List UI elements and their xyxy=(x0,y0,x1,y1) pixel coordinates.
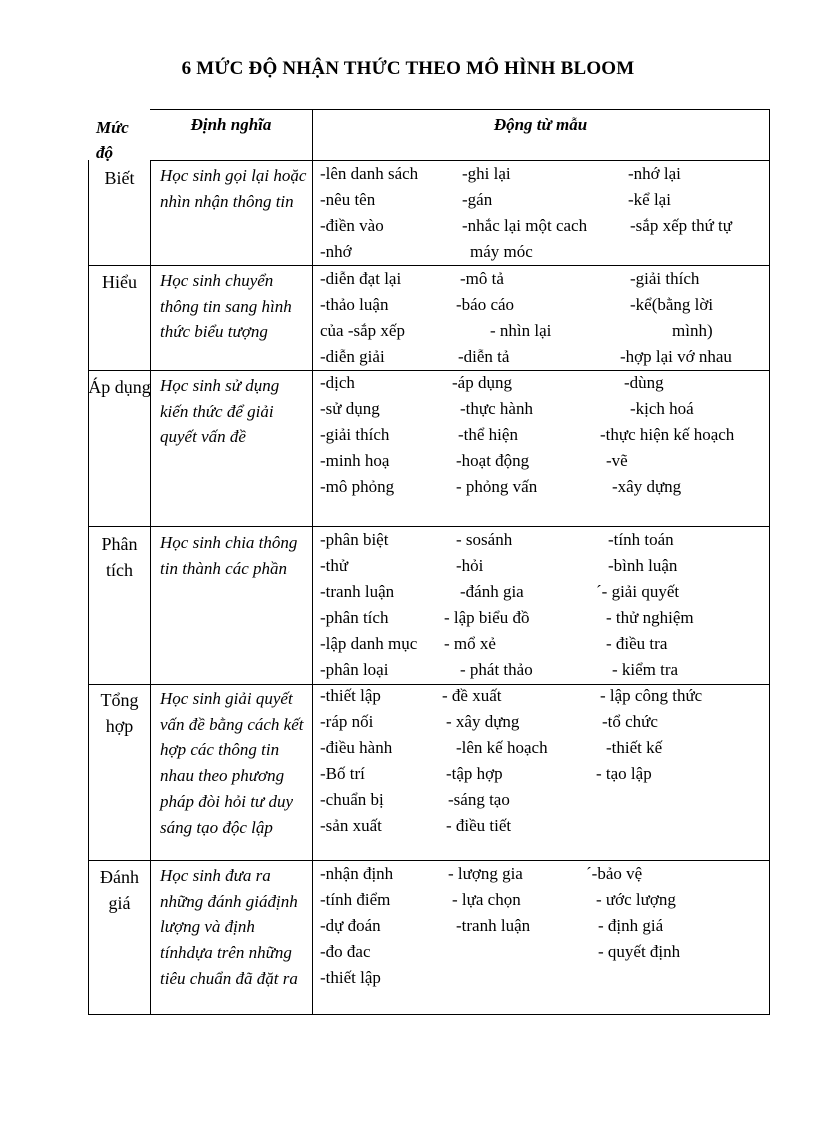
verb: - sosánh xyxy=(456,530,513,549)
verb: -giải thích xyxy=(630,269,700,288)
verb: -kịch hoá xyxy=(630,399,694,418)
verb: -tổ chức xyxy=(602,712,658,731)
verb: - lựa chọn xyxy=(452,890,521,909)
verbs-cell xyxy=(320,530,770,686)
verb: -lập danh mục xyxy=(320,634,418,653)
verb: -thảo luận xyxy=(320,295,389,314)
verb: ´-bảo vệ xyxy=(586,864,643,883)
verb: -phân loại xyxy=(320,660,389,679)
verb: -sản xuất xyxy=(320,816,382,835)
table-line xyxy=(88,526,770,527)
verb: -tính toán xyxy=(608,530,674,549)
verb: -thử xyxy=(320,556,349,575)
level-cell: Áp dụng xyxy=(88,377,151,397)
verb: của -sắp xếp xyxy=(320,321,405,340)
verb: -tính điểm xyxy=(320,890,391,909)
level-cell: Hiểu xyxy=(102,272,137,292)
page-title: 6 MỨC ĐỘ NHẬN THỨC THEO MÔ HÌNH BLOOM xyxy=(181,58,635,79)
definition-cell: Học sinh đưa ra những đánh giáđịnh lượng và định tínhdựa trên những tiêu chuẩn đã đặt ra xyxy=(160,866,298,988)
verb: -kể lại xyxy=(628,190,671,209)
verb: -sáng tạo xyxy=(448,790,510,809)
verb: -kể(bằng lời xyxy=(630,295,714,314)
verb: -nhớ xyxy=(320,242,352,261)
verb: -áp dụng xyxy=(452,373,512,392)
verb: -mô phỏng xyxy=(320,477,395,496)
verb: -tranh luận xyxy=(320,582,395,601)
verb: -bình luận xyxy=(608,556,678,575)
verb: -diễn tả xyxy=(458,347,510,366)
verb: -lên danh sách xyxy=(320,164,419,183)
verb: -sử dụng xyxy=(320,399,380,418)
verb: -nêu tên xyxy=(320,190,376,209)
verb: -nhận định xyxy=(320,864,394,883)
verbs-cell xyxy=(320,269,770,373)
verb: ´- giải quyết xyxy=(596,582,680,601)
verb: - định giá xyxy=(598,916,664,935)
table-line xyxy=(150,160,770,161)
verb: -hợp lại vớ nhau xyxy=(620,347,732,366)
verb: - lập công thức xyxy=(600,686,703,705)
verb: -ghi lại xyxy=(462,164,511,183)
definition-cell: Học sinh chuyển thông tin sang hình thức biểu tượng xyxy=(160,271,292,342)
verb: -tranh luận xyxy=(456,916,531,935)
verb: -vẽ xyxy=(606,451,628,470)
verb: -thiết lập xyxy=(320,686,381,705)
definition-cell: Học sinh giải quyết vấn đề bằng cách kết hợp các thông tin nhau theo phương pháp đòi hỏi tư duy sáng tạo độc lập xyxy=(160,689,304,837)
verb: -giải thích xyxy=(320,425,390,444)
verb: -mô tả xyxy=(460,269,504,288)
verb: - điều tra xyxy=(606,634,668,653)
verbs-cell xyxy=(320,373,770,503)
definition-cell: Học sinh sử dụng kiến thức để giải quyết vấn đề xyxy=(160,376,280,447)
level-cell: Phân tích xyxy=(101,534,138,580)
verb: - xây dựng xyxy=(446,712,520,731)
verb: -điền vào xyxy=(320,216,384,235)
verb: - mổ xẻ xyxy=(444,634,496,653)
verb: - đề xuất xyxy=(442,686,502,705)
verbs-cell xyxy=(320,864,770,994)
header-level: Mức độ xyxy=(96,118,129,162)
verb: -thực hành xyxy=(460,399,533,418)
verb: -thiết lập xyxy=(320,968,381,987)
verb: - kiểm tra xyxy=(612,660,679,679)
table-line xyxy=(150,109,770,110)
verb: - tạo lập xyxy=(596,764,652,783)
verb: -xây dựng xyxy=(612,477,682,496)
verb: -báo cáo xyxy=(456,295,515,314)
verb: -nhớ lại xyxy=(628,164,681,183)
verb: -đánh gia xyxy=(460,582,524,601)
level-cell: Đánh giá xyxy=(100,867,139,913)
verb: - phỏng vấn xyxy=(456,477,538,496)
verb: -diễn đạt lại xyxy=(320,269,402,288)
verb: -lên kế hoạch xyxy=(456,738,548,757)
verb: máy móc xyxy=(470,242,533,261)
verb: - quyết định xyxy=(598,942,681,961)
verb: -phân tích xyxy=(320,608,389,627)
table-line xyxy=(312,109,313,1014)
verb: - điều tiết xyxy=(446,816,512,835)
verb: -Bố trí xyxy=(320,764,365,783)
verb: -dùng xyxy=(624,373,664,392)
verb: -dự đoán xyxy=(320,916,381,935)
verb: -nhắc lại một cach xyxy=(462,216,588,235)
verb: -dịch xyxy=(320,373,355,392)
verb: -tập hợp xyxy=(446,764,503,783)
verb: -diễn giải xyxy=(320,347,385,366)
verb: -minh hoạ xyxy=(320,451,390,470)
verb: -thực hiện kế hoạch xyxy=(600,425,735,444)
verb: -thể hiện xyxy=(458,425,518,444)
verb: - lập biểu đồ xyxy=(444,608,530,627)
definition-cell: Học sinh chia thông tin thành các phần xyxy=(160,533,298,578)
verb: -hoạt động xyxy=(456,451,530,470)
verb: -ráp nối xyxy=(320,712,374,731)
verb: - phát thảo xyxy=(460,660,533,679)
verb: -phân biệt xyxy=(320,530,389,549)
verb: -hỏi xyxy=(456,556,484,575)
verb: - thử nghiệm xyxy=(606,608,694,627)
definition-cell: Học sinh gọi lại hoặc nhìn nhận thông tin xyxy=(160,166,307,211)
verb: - lượng gia xyxy=(448,864,523,883)
level-cell: Biết xyxy=(104,168,135,188)
verb: -thiết kế xyxy=(606,738,663,757)
verb: -gán xyxy=(462,190,493,209)
verb: mình) xyxy=(672,321,713,340)
verb: -điều hành xyxy=(320,738,393,757)
verb: -chuẩn bị xyxy=(320,790,384,809)
verbs-cell xyxy=(320,164,770,268)
table-line xyxy=(88,1014,770,1015)
verb: -đo đac xyxy=(320,942,371,961)
header-verbs: Động từ mẫu xyxy=(493,115,588,134)
table-line xyxy=(88,860,770,861)
verbs-cell xyxy=(320,686,770,842)
verb: -sắp xếp thứ tự xyxy=(630,216,732,235)
verb: - nhìn lại xyxy=(490,321,552,340)
level-cell: Tổng hợp xyxy=(100,690,139,736)
verb: - ước lượng xyxy=(596,890,676,909)
header-definition: Định nghĩa xyxy=(190,115,272,134)
